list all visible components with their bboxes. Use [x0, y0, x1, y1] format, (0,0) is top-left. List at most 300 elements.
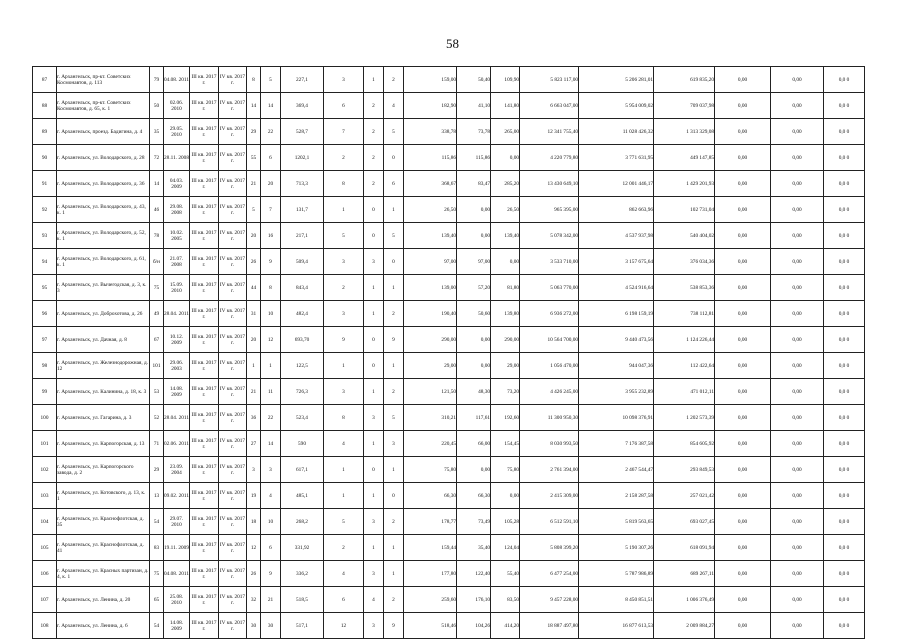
row-number: 98 — [33, 353, 57, 379]
address-cell: г. Архангельск, проезд. Бадигина, д. 4 — [57, 119, 150, 145]
house-year-cell: 78 — [150, 223, 164, 249]
municipal-area-cell: 109,90 — [491, 67, 520, 93]
recognition-date-cell: 29.08. 2008 — [164, 197, 190, 223]
apartments-municipal-cell: 2 — [384, 67, 404, 93]
table-row — [33, 145, 865, 171]
apartments-total-cell: 3 — [324, 67, 364, 93]
resettle-date-cell: IV кв. 2017 г. — [219, 405, 247, 431]
municipal-area-cell: 55,40 — [491, 561, 520, 587]
address-cell: г. Архангельск, ул. Ленина, д. 20 — [57, 587, 150, 613]
private-area-cell: 50,60 — [457, 301, 491, 327]
private-area-cell: 117,61 — [457, 405, 491, 431]
table-row — [33, 119, 865, 145]
recognition-date-cell: 04.08. 2011 — [164, 561, 190, 587]
house-year-cell: 72 — [150, 145, 164, 171]
row-number: 94 — [33, 249, 57, 275]
house-area-cell: 590 — [281, 431, 324, 457]
regional-budget-cell: 257 021,42 — [654, 483, 715, 509]
row-number: 87 — [33, 67, 57, 93]
resettle-area-cell: 29,00 — [404, 353, 457, 379]
regional-budget-cell: 449 147,85 — [654, 145, 715, 171]
residents-total-cell: 19 — [247, 483, 261, 509]
fund-cost-cell: 3 157 675,64 — [579, 249, 654, 275]
house-year-cell: 75 — [150, 275, 164, 301]
apartments-total-cell: 4 — [324, 561, 364, 587]
house-area-cell: 268,2 — [281, 509, 324, 535]
house-year-cell: 49 — [150, 301, 164, 327]
total-cost-cell: 4 426 245,00 — [520, 379, 579, 405]
address-cell: г. Архангельск, ул. Володарского, д. 28 — [57, 145, 150, 171]
residents-total-cell: 14 — [247, 93, 261, 119]
residents-total-cell: 44 — [247, 275, 261, 301]
apartments-total-cell: 8 — [324, 171, 364, 197]
resettle-area-cell: 121,50 — [404, 379, 457, 405]
resettle-area-cell: 66,30 — [404, 483, 457, 509]
apartments-municipal-cell: 2 — [384, 301, 404, 327]
plan-date-cell: III кв. 2017 г. — [190, 457, 219, 483]
residents-total-cell: 20 — [247, 327, 261, 353]
row-number: 91 — [33, 171, 57, 197]
row-number: 90 — [33, 145, 57, 171]
local-budget-cell: 0,00 — [715, 379, 771, 405]
apartments-municipal-cell: 5 — [384, 405, 404, 431]
extra-cost-cell: 0,0 0 — [824, 457, 865, 483]
extra-cost-cell: 0,0 0 — [824, 379, 865, 405]
resettle-date-cell: IV кв. 2017 г. — [219, 535, 247, 561]
regional-budget-cell: 293 849,53 — [654, 457, 715, 483]
resettle-date-cell: IV кв. 2017 г. — [219, 275, 247, 301]
house-year-cell: 75 — [150, 561, 164, 587]
private-area-cell: 0,00 — [457, 223, 491, 249]
extra-cost-cell: 0,0 0 — [824, 561, 865, 587]
municipal-area-cell: 192,60 — [491, 405, 520, 431]
resettle-area-cell: 115,86 — [404, 145, 457, 171]
local-budget-cell: 0,00 — [715, 509, 771, 535]
house-year-cell: 65 — [150, 587, 164, 613]
plan-date-cell: III кв. 2017 г. — [190, 145, 219, 171]
apartments-private-cell: 1 — [364, 275, 384, 301]
regional-budget-cell: 1 429 201,93 — [654, 171, 715, 197]
address-cell: г. Архангельск, ул. Калинина, д. 18, к. 3 — [57, 379, 150, 405]
apartments-private-cell: 3 — [364, 561, 384, 587]
municipal-area-cell: 75,80 — [491, 457, 520, 483]
house-year-cell: 13 — [150, 483, 164, 509]
residents-total-cell: 20 — [247, 223, 261, 249]
residents-plan-cell: 10 — [261, 301, 281, 327]
private-area-cell: 66,00 — [457, 431, 491, 457]
recognition-date-cell: 04.08. 2011 — [164, 67, 190, 93]
fund-cost-cell: 3 955 232,89 — [579, 379, 654, 405]
apartments-total-cell: 2 — [324, 145, 364, 171]
other-sources-cell: 0,00 — [771, 301, 824, 327]
recognition-date-cell: 10.02. 2005 — [164, 223, 190, 249]
address-cell: г. Архангельск, ул. Краснофлотская, д. 41 — [57, 535, 150, 561]
apartments-total-cell: 3 — [324, 249, 364, 275]
row-number: 102 — [33, 457, 57, 483]
residents-total-cell: 29 — [247, 119, 261, 145]
apartments-municipal-cell: 2 — [384, 379, 404, 405]
table-row — [33, 93, 865, 119]
house-year-cell: 50 — [150, 93, 164, 119]
table-row — [33, 301, 865, 327]
recognition-date-cell: 23.09. 2004 — [164, 457, 190, 483]
resettle-date-cell: IV кв. 2017 г. — [219, 327, 247, 353]
municipal-area-cell: 154,45 — [491, 431, 520, 457]
recognition-date-cell: 28.11. 2008 — [164, 145, 190, 171]
table-row — [33, 223, 865, 249]
local-budget-cell: 0,00 — [715, 275, 771, 301]
apartments-total-cell: 9 — [324, 327, 364, 353]
resettle-area-cell: 182,90 — [404, 93, 457, 119]
extra-cost-cell: 0,0 0 — [824, 535, 865, 561]
residents-plan-cell: 30 — [261, 613, 281, 639]
address-cell: г. Архангельск, ул. Вычегодская, д. 3, к. 3 — [57, 275, 150, 301]
recognition-date-cell: 29.07. 2010 — [164, 509, 190, 535]
row-number: 93 — [33, 223, 57, 249]
extra-cost-cell: 0,0 0 — [824, 249, 865, 275]
residents-plan-cell: 14 — [261, 93, 281, 119]
residents-plan-cell: 4 — [261, 483, 281, 509]
extra-cost-cell: 0,0 0 — [824, 405, 865, 431]
resettle-area-cell: 190,40 — [404, 301, 457, 327]
local-budget-cell: 0,00 — [715, 223, 771, 249]
address-cell: г. Архангельск, пр-кт. Советских Космонавтов, д. 113 — [57, 67, 150, 93]
extra-cost-cell: 0,0 0 — [824, 301, 865, 327]
house-year-cell: 83 — [150, 535, 164, 561]
apartments-total-cell: 2 — [324, 535, 364, 561]
private-area-cell: 0,00 — [457, 457, 491, 483]
private-area-cell: 35,40 — [457, 535, 491, 561]
plan-date-cell: III кв. 2017 г. — [190, 119, 219, 145]
resettle-area-cell: 518,46 — [404, 613, 457, 639]
fund-cost-cell: 4 537 937,98 — [579, 223, 654, 249]
municipal-area-cell: 81,80 — [491, 275, 520, 301]
plan-date-cell: III кв. 2017 г. — [190, 327, 219, 353]
local-budget-cell: 0,00 — [715, 535, 771, 561]
other-sources-cell: 0,00 — [771, 535, 824, 561]
table-row — [33, 249, 865, 275]
fund-cost-cell: 7 176 387,58 — [579, 431, 654, 457]
resettle-date-cell: IV кв. 2017 г. — [219, 249, 247, 275]
local-budget-cell: 0,00 — [715, 327, 771, 353]
residents-plan-cell: 20 — [261, 171, 281, 197]
row-number: 100 — [33, 405, 57, 431]
municipal-area-cell: 26,50 — [491, 197, 520, 223]
apartments-municipal-cell: 1 — [384, 535, 404, 561]
other-sources-cell: 0,00 — [771, 431, 824, 457]
apartments-private-cell: 1 — [364, 67, 384, 93]
recognition-date-cell: 29.05. 2010 — [164, 119, 190, 145]
resettle-area-cell: 159,44 — [404, 535, 457, 561]
residents-total-cell: 30 — [247, 613, 261, 639]
municipal-area-cell: 0,00 — [491, 483, 520, 509]
row-number: 95 — [33, 275, 57, 301]
extra-cost-cell: 0,0 0 — [824, 67, 865, 93]
extra-cost-cell: 0,0 0 — [824, 587, 865, 613]
regional-budget-cell: 471 012,11 — [654, 379, 715, 405]
residents-total-cell: 26 — [247, 249, 261, 275]
apartments-private-cell: 4 — [364, 587, 384, 613]
residents-plan-cell: 12 — [261, 327, 281, 353]
row-number: 106 — [33, 561, 57, 587]
apartments-municipal-cell: 1 — [384, 457, 404, 483]
apartments-total-cell: 3 — [324, 379, 364, 405]
total-cost-cell: 10 564 700,00 — [520, 327, 579, 353]
private-area-cell: 73,49 — [457, 509, 491, 535]
municipal-area-cell: 73,20 — [491, 379, 520, 405]
private-area-cell: 83,47 — [457, 171, 491, 197]
regional-budget-cell: 1 124 226,44 — [654, 327, 715, 353]
resettle-area-cell: 290,00 — [404, 327, 457, 353]
resettle-date-cell: IV кв. 2017 г. — [219, 197, 247, 223]
private-area-cell: 48,30 — [457, 379, 491, 405]
row-number: 107 — [33, 587, 57, 613]
fund-cost-cell: 2 158 287,58 — [579, 483, 654, 509]
house-year-cell: 54 — [150, 509, 164, 535]
house-year-cell: 52 — [150, 405, 164, 431]
plan-date-cell: III кв. 2017 г. — [190, 93, 219, 119]
apartments-total-cell: 4 — [324, 431, 364, 457]
table-row — [33, 171, 865, 197]
recognition-date-cell: 10.12. 2009 — [164, 327, 190, 353]
housing-table — [32, 66, 865, 639]
total-cost-cell: 13 430 649,10 — [520, 171, 579, 197]
table-row — [33, 457, 865, 483]
house-area-cell: 843,4 — [281, 275, 324, 301]
apartments-private-cell: 0 — [364, 223, 384, 249]
resettle-area-cell: 159,00 — [404, 67, 457, 93]
private-area-cell: 122,40 — [457, 561, 491, 587]
municipal-area-cell: 0,00 — [491, 145, 520, 171]
apartments-private-cell: 3 — [364, 405, 384, 431]
page-number: 58 — [446, 36, 459, 51]
residents-plan-cell: 16 — [261, 223, 281, 249]
table-row — [33, 353, 865, 379]
residents-plan-cell: 22 — [261, 405, 281, 431]
table-row — [33, 405, 865, 431]
regional-budget-cell: 693 027,45 — [654, 509, 715, 535]
address-cell: г. Архангельск, ул. Карпогорская, д. 13 — [57, 431, 150, 457]
other-sources-cell: 0,00 — [771, 353, 824, 379]
residents-plan-cell: 8 — [261, 275, 281, 301]
regional-budget-cell: 689 267,11 — [654, 561, 715, 587]
apartments-private-cell: 2 — [364, 93, 384, 119]
recognition-date-cell: 21.07. 2008 — [164, 249, 190, 275]
local-budget-cell: 0,00 — [715, 431, 771, 457]
residents-total-cell: 3 — [247, 457, 261, 483]
residents-plan-cell: 5 — [261, 67, 281, 93]
residents-plan-cell: 10 — [261, 509, 281, 535]
total-cost-cell: 6 477 254,00 — [520, 561, 579, 587]
local-budget-cell: 0,00 — [715, 301, 771, 327]
apartments-municipal-cell: 2 — [384, 587, 404, 613]
extra-cost-cell: 0,0 0 — [824, 93, 865, 119]
other-sources-cell: 0,00 — [771, 67, 824, 93]
row-number: 101 — [33, 431, 57, 457]
house-area-cell: 528,7 — [281, 119, 324, 145]
row-number: 97 — [33, 327, 57, 353]
residents-plan-cell: 21 — [261, 587, 281, 613]
municipal-area-cell: 83,50 — [491, 587, 520, 613]
plan-date-cell: III кв. 2017 г. — [190, 353, 219, 379]
local-budget-cell: 0,00 — [715, 145, 771, 171]
resettle-date-cell: IV кв. 2017 г. — [219, 67, 247, 93]
regional-budget-cell: 709 037,98 — [654, 93, 715, 119]
plan-date-cell: III кв. 2017 г. — [190, 275, 219, 301]
house-year-cell: 67 — [150, 327, 164, 353]
local-budget-cell: 0,00 — [715, 67, 771, 93]
plan-date-cell: III кв. 2017 г. — [190, 67, 219, 93]
fund-cost-cell: 3 771 631,95 — [579, 145, 654, 171]
house-year-cell: 14 — [150, 171, 164, 197]
total-cost-cell: 1 056 470,00 — [520, 353, 579, 379]
plan-date-cell: III кв. 2017 г. — [190, 431, 219, 457]
apartments-total-cell: 1 — [324, 457, 364, 483]
residents-total-cell: 31 — [247, 301, 261, 327]
regional-budget-cell: 540 404,02 — [654, 223, 715, 249]
house-year-cell: 71 — [150, 431, 164, 457]
address-cell: г. Архангельск, ул. Володарского, д. 43, к. 1 — [57, 197, 150, 223]
residents-plan-cell: 11 — [261, 379, 281, 405]
private-area-cell: 176,10 — [457, 587, 491, 613]
apartments-private-cell: 0 — [364, 197, 384, 223]
total-cost-cell: 8 030 993,50 — [520, 431, 579, 457]
extra-cost-cell: 0,0 0 — [824, 223, 865, 249]
municipal-area-cell: 29,00 — [491, 353, 520, 379]
other-sources-cell: 0,00 — [771, 197, 824, 223]
house-area-cell: 369,4 — [281, 93, 324, 119]
resettle-area-cell: 178,77 — [404, 509, 457, 535]
fund-cost-cell: 5 787 986,89 — [579, 561, 654, 587]
fund-cost-cell: 2 467 544,47 — [579, 457, 654, 483]
resettle-area-cell: 259,60 — [404, 587, 457, 613]
residents-total-cell: 32 — [247, 587, 261, 613]
apartments-municipal-cell: 2 — [384, 509, 404, 535]
resettle-area-cell: 368,67 — [404, 171, 457, 197]
other-sources-cell: 0,00 — [771, 275, 824, 301]
other-sources-cell: 0,00 — [771, 405, 824, 431]
municipal-area-cell: 141,80 — [491, 93, 520, 119]
regional-budget-cell: 376 034,36 — [654, 249, 715, 275]
apartments-municipal-cell: 5 — [384, 223, 404, 249]
recognition-date-cell: 02.06. 2010 — [164, 93, 190, 119]
local-budget-cell: 0,00 — [715, 249, 771, 275]
address-cell: г. Архангельск, ул. Гагарина, д. 3 — [57, 405, 150, 431]
house-area-cell: 122,5 — [281, 353, 324, 379]
apartments-municipal-cell: 1 — [384, 353, 404, 379]
address-cell: г. Архангельск, пр-кт. Советских Космонавтов, д. 65, к. 1 — [57, 93, 150, 119]
table-row — [33, 587, 865, 613]
local-budget-cell: 0,00 — [715, 483, 771, 509]
private-area-cell: 66,30 — [457, 483, 491, 509]
extra-cost-cell: 0,0 0 — [824, 275, 865, 301]
local-budget-cell: 0,00 — [715, 119, 771, 145]
other-sources-cell: 0,00 — [771, 223, 824, 249]
local-budget-cell: 0,00 — [715, 457, 771, 483]
regional-budget-cell: 619 835,20 — [654, 67, 715, 93]
apartments-total-cell: 5 — [324, 223, 364, 249]
table-row — [33, 535, 865, 561]
total-cost-cell: 3 533 710,00 — [520, 249, 579, 275]
resettle-date-cell: IV кв. 2017 г. — [219, 613, 247, 639]
private-area-cell: 0,00 — [457, 197, 491, 223]
apartments-private-cell: 2 — [364, 119, 384, 145]
apartments-total-cell: 6 — [324, 93, 364, 119]
regional-budget-cell: 854 605,92 — [654, 431, 715, 457]
residents-total-cell: 36 — [247, 405, 261, 431]
municipal-area-cell: 285,20 — [491, 171, 520, 197]
apartments-total-cell: 8 — [324, 405, 364, 431]
residents-total-cell: 55 — [247, 145, 261, 171]
other-sources-cell: 0,00 — [771, 613, 824, 639]
house-area-cell: 131,7 — [281, 197, 324, 223]
resettle-date-cell: IV кв. 2017 г. — [219, 561, 247, 587]
row-number: 88 — [33, 93, 57, 119]
plan-date-cell: III кв. 2017 г. — [190, 171, 219, 197]
resettle-area-cell: 139,00 — [404, 275, 457, 301]
other-sources-cell: 0,00 — [771, 561, 824, 587]
table-row — [33, 509, 865, 535]
total-cost-cell: 2 415 309,00 — [520, 483, 579, 509]
resettle-area-cell: 177,80 — [404, 561, 457, 587]
other-sources-cell: 0,00 — [771, 93, 824, 119]
regional-budget-cell: 618 091,94 — [654, 535, 715, 561]
plan-date-cell: III кв. 2017 г. — [190, 301, 219, 327]
resettle-area-cell: 139,40 — [404, 223, 457, 249]
row-number: 89 — [33, 119, 57, 145]
table-row — [33, 431, 865, 457]
resettle-area-cell: 26,50 — [404, 197, 457, 223]
residents-plan-cell: 9 — [261, 249, 281, 275]
municipal-area-cell: 139,80 — [491, 301, 520, 327]
other-sources-cell: 0,00 — [771, 379, 824, 405]
private-area-cell: 104,26 — [457, 613, 491, 639]
house-area-cell: 713,3 — [281, 171, 324, 197]
fund-cost-cell: 11 028 426,32 — [579, 119, 654, 145]
private-area-cell: 97,00 — [457, 249, 491, 275]
extra-cost-cell: 0,0 0 — [824, 197, 865, 223]
address-cell: г. Архангельск, ул. Краснофлотская, д. 35 — [57, 509, 150, 535]
table-row — [33, 561, 865, 587]
house-area-cell: 482,4 — [281, 301, 324, 327]
other-sources-cell: 0,00 — [771, 171, 824, 197]
regional-budget-cell: 102 731,04 — [654, 197, 715, 223]
apartments-private-cell: 3 — [364, 613, 384, 639]
total-cost-cell: 2 761 394,00 — [520, 457, 579, 483]
resettle-date-cell: IV кв. 2017 г. — [219, 379, 247, 405]
address-cell: г. Архангельск, ул. Красных партизан, д. 4, к. 1 — [57, 561, 150, 587]
address-cell: г. Архангельск, ул. Железнодорожная, д. 12 — [57, 353, 150, 379]
private-area-cell: 73,78 — [457, 119, 491, 145]
plan-date-cell: III кв. 2017 г. — [190, 223, 219, 249]
apartments-municipal-cell: 5 — [384, 119, 404, 145]
residents-total-cell: 21 — [247, 379, 261, 405]
apartments-private-cell: 1 — [364, 431, 384, 457]
total-cost-cell: 4 220 779,80 — [520, 145, 579, 171]
other-sources-cell: 0,00 — [771, 483, 824, 509]
municipal-area-cell: 414,20 — [491, 613, 520, 639]
recognition-date-cell: 28.04. 2011 — [164, 301, 190, 327]
house-area-cell: 509,4 — [281, 249, 324, 275]
table-row — [33, 197, 865, 223]
total-cost-cell: 9 457 228,00 — [520, 587, 579, 613]
apartments-municipal-cell: 0 — [384, 483, 404, 509]
total-cost-cell: 6 936 272,00 — [520, 301, 579, 327]
row-number: 103 — [33, 483, 57, 509]
regional-budget-cell: 112 422,64 — [654, 353, 715, 379]
resettle-date-cell: IV кв. 2017 г. — [219, 145, 247, 171]
row-number: 92 — [33, 197, 57, 223]
